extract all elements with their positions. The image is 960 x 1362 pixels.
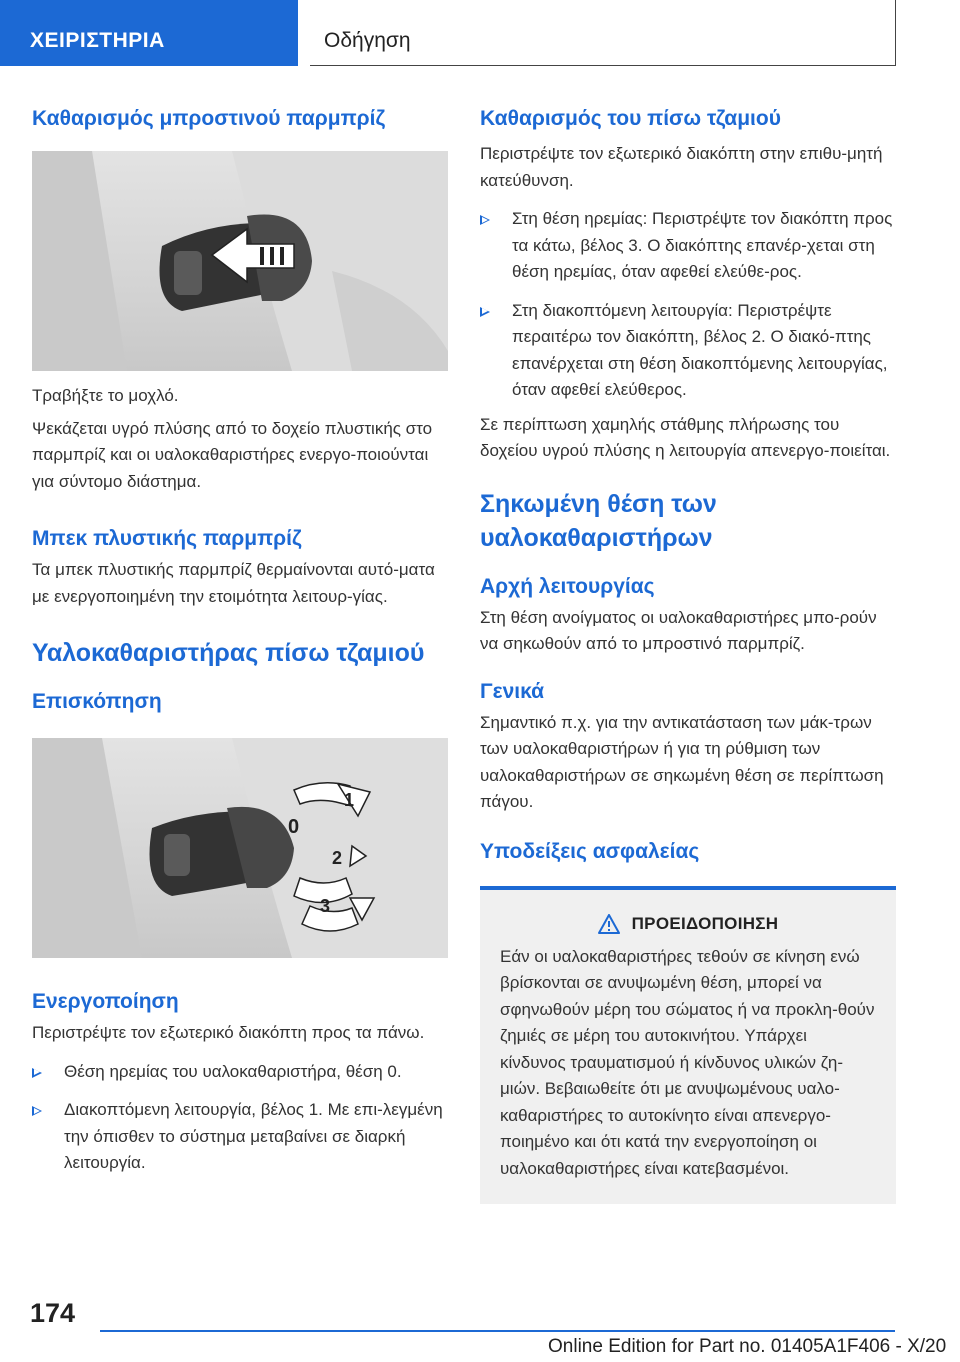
front-wash-heading: Καθαρισμός μπροστινού παρμπρίζ xyxy=(32,107,386,130)
rear-clean-description: Περιστρέψτε τον εξωτερικό διακόπτη στην επιθυ-μητή κατεύθυνση. xyxy=(480,144,883,190)
pull-lever-text: Τραβήξτε το μοχλό. xyxy=(32,386,179,405)
warning-label: ΠΡΟΕΙΔΟΠΟΙΗΣΗ xyxy=(631,913,779,933)
rear-wiper-lever-photo xyxy=(32,738,448,958)
lever-label-0: 0 xyxy=(288,816,300,838)
list-item: Διακοπτόμενη λειτουργία, βέλος 1. Με επι-λεγμένη την όπισθεν το σύστημα μεταβαίνει σε διαρκή λειτουργία. xyxy=(32,1097,448,1177)
general-heading: Γενικά xyxy=(480,679,545,703)
footer-divider xyxy=(100,1330,895,1332)
list-item: Στη διακοπτόμενη λειτουργία: Περιστρέψτε περαιτέρω τον διακόπτη, βέλος 2. Ο διακό-πτης επανέρχεται στη θέση διακοπτόμενης λειτουργίας, όταν αφεθεί ελεύθερος. xyxy=(480,298,896,404)
left-column xyxy=(32,100,448,1177)
triangle-bullet-icon xyxy=(480,307,490,317)
warning-text: Εάν οι υαλοκαθαριστήρες τεθούν σε κίνηση ενώ βρίσκονται σε ανυψωμένη θέση, μπορεί να σφηνωθούν μέρη του σώματος ή να προκλη-θούν ζημιές σε μέρη του αυτοκινήτου. Υπάρχει κίνδυνος τραυματισμού ή κίνδυνος υλικών ζη-μιών. Βεβαιωθείτε ότι με ανυψωμένους υαλο-καθαριστήρες το αυτοκίνητο είναι απενεργο-ποιημένο και ότι κατά την ενεργοποίηση οι υαλοκαθαριστήρες είναι κατεβασμένοι. xyxy=(500,946,875,1178)
list-item: Θέση ηρεμίας του υαλοκαθαριστήρα, θέση 0. xyxy=(32,1059,448,1086)
lever-pull-illustration xyxy=(32,151,448,371)
lever-label-1: 1 xyxy=(344,790,355,810)
overview-heading: Επισκόπηση xyxy=(32,690,162,713)
edition-note: Online Edition for Part no. 01405A1F406 - X/20 xyxy=(548,1336,947,1357)
rear-clean-bullet-list xyxy=(480,206,896,404)
lever-label-2: 2 xyxy=(332,848,343,868)
general-description: Σημαντικό π.χ. για την αντικατάσταση των μάκ-τρων των υαλοκαθαριστήρων ή για τη ρύθμιση των υαλοκαθαριστήρων σε σηκωμένη θέση σε περίπτωση πάγου. xyxy=(480,712,884,811)
lever-positions-illustration xyxy=(32,738,448,958)
nozzles-heading: Μπεκ πλυστικής παρμπρίζ xyxy=(32,527,302,550)
rear-clean-heading: Καθαρισμός του πίσω τζαμιού xyxy=(480,107,781,130)
warning-header xyxy=(500,914,876,934)
front-wash-description: Ψεκάζεται υγρό πλύσης από το δοχείο πλυστικής στο παρμπρίζ και οι υαλοκαθαριστήρες ενεργο-ποιούνται για σύντομο διάστημα. xyxy=(32,418,433,491)
rear-wiper-heading: Υαλοκαθαριστήρας πίσω τζαμιού xyxy=(32,639,425,667)
warning-triangle-icon xyxy=(598,914,620,934)
nozzles-description: Τα μπεκ πλυστικής παρμπρίζ θερμαίνονται αυτό-ματα με ενεργοποιημένη την ετοιμότητα λειτουρ-γίας. xyxy=(32,560,435,606)
page-number: 174 xyxy=(30,1298,76,1328)
principle-heading: Αρχή λειτουργίας xyxy=(480,574,655,598)
principle-description: Στη θέση ανοίγματος οι υαλοκαθαριστήρες μπο-ρούν να σηκωθούν από το μπροστινό παρμπρίζ. xyxy=(480,607,877,653)
activation-description: Περιστρέψτε τον εξωτερικό διακόπτη προς τα πάνω. xyxy=(32,1023,425,1042)
list-item: Στη θέση ηρεμίας: Περιστρέψτε τον διακόπτη προς τα κάτω, βέλος 3. Ο διακόπτης επανέρ-χεται στη θέση ηρεμίας, όταν αφεθεί ελεύθε-ρος. xyxy=(480,206,896,286)
right-column xyxy=(480,100,896,1204)
page-header xyxy=(0,0,960,66)
activation-bullet-list xyxy=(32,1059,448,1177)
lever-label-3: 3 xyxy=(320,896,331,916)
chapter-title: Οδήγηση xyxy=(310,0,896,66)
front-wash-lever-photo xyxy=(32,151,448,371)
safety-heading: Υποδείξεις ασφαλείας xyxy=(480,839,700,863)
activation-heading: Ενεργοποίηση xyxy=(32,990,179,1013)
triangle-bullet-icon xyxy=(480,215,490,225)
section-tab[interactable]: ΧΕΙΡΙΣΤΗΡΙΑ xyxy=(0,0,298,66)
folded-position-heading: Σηκωμένη θέση των υαλοκαθαριστήρων xyxy=(480,489,717,552)
triangle-bullet-icon xyxy=(32,1106,42,1116)
triangle-bullet-icon xyxy=(32,1068,42,1078)
low-fluid-note: Σε περίπτωση χαμηλής στάθμης πλήρωσης του δοχείου υγρού πλύσης η λειτουργία απενεργο-ποιείται. xyxy=(480,414,891,460)
warning-box xyxy=(480,886,896,1205)
